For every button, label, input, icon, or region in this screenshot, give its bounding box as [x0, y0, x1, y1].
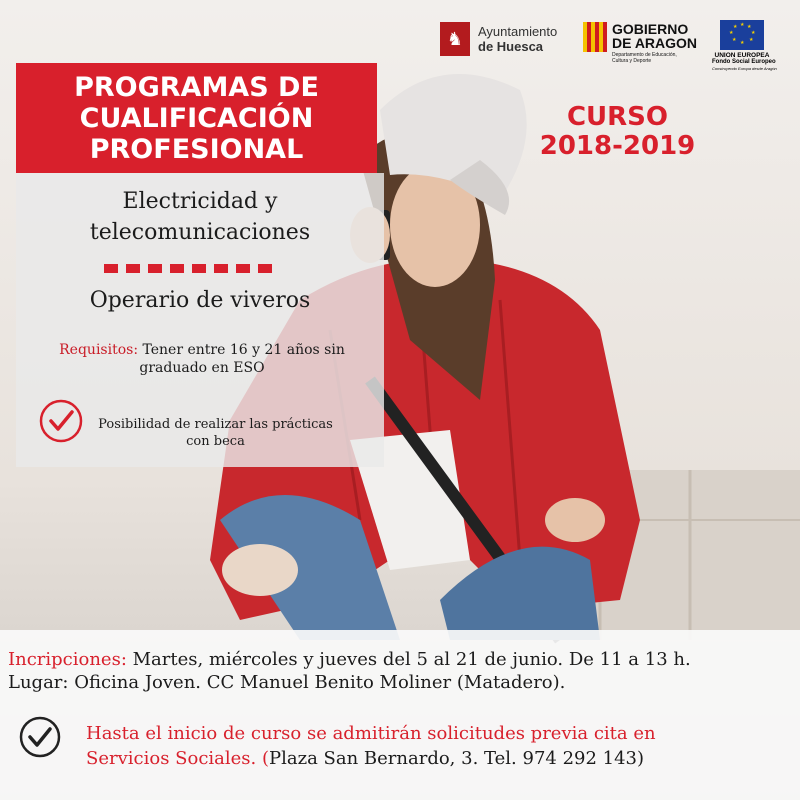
logo-bar [440, 18, 785, 78]
hasta-line2 [86, 746, 656, 771]
course-viveros: Operario de viveros [89, 288, 311, 313]
title-line2: CUALIFICACIÓN [79, 102, 314, 134]
course-year [510, 103, 725, 161]
course-electricidad [16, 186, 384, 248]
aragon-line2: DE ARAGON [612, 35, 698, 51]
hasta-address: Plaza San Bernardo, 3. Tel. 974 292 143) [269, 748, 645, 769]
huesca-logo [440, 22, 557, 56]
huesca-line1: Ayuntamiento [478, 24, 558, 39]
eu-line1: UNION EUROPEA [714, 52, 770, 59]
aragon-logo [583, 22, 697, 64]
dotted-divider [104, 264, 272, 273]
huesca-line2: de Huesca [478, 39, 544, 54]
practicas-text: Posibilidad de realizar las prácticas con beca [98, 417, 333, 449]
curso-line2: 2018-2019 [539, 131, 696, 161]
requirements-label: Requisitos: [59, 342, 139, 358]
program-title-box [16, 63, 377, 173]
title-line1: PROGRAMAS DE [74, 71, 319, 103]
hasta-red: Servicios Sociales. ( [86, 748, 269, 769]
eu-flag-icon: ★ ★ ★ ★ ★ ★ ★ ★ [720, 20, 764, 50]
inscripciones [8, 648, 691, 671]
hasta-line1: Hasta el inicio de curso se admitirán solicitudes previa cita en [86, 723, 656, 744]
courses-panel [16, 173, 384, 467]
course1-line2: telecomunicaciones [89, 220, 311, 245]
eu-logo [712, 20, 777, 71]
eu-line2: Fondo Social Europeo [712, 59, 776, 65]
inscripciones-text: Martes, miércoles y jueves del 5 al 21 de junio. De 11 a 13 h. [132, 649, 691, 670]
solicitudes-note [86, 721, 656, 771]
huesca-emblem-icon: ♞ [440, 22, 470, 56]
lugar-text: Lugar: Oficina Joven. CC Manuel Benito Moliner (Matadero). [8, 672, 566, 693]
check-circle-icon [38, 398, 84, 444]
requirements-text: Tener entre 16 y 21 años sin graduado en ESO [139, 342, 345, 376]
course1-line1: Electricidad y [122, 189, 278, 214]
curso-line1: CURSO [566, 102, 669, 132]
title-line3: PROFESIONAL [89, 133, 304, 165]
requirements [32, 341, 372, 377]
inscripciones-label: Incripciones: [8, 649, 127, 670]
check-circle-icon [18, 715, 62, 759]
eu-line3: Construyendo Europa desde Aragón [712, 66, 777, 71]
aragon-flag-icon [583, 22, 607, 52]
aragon-dept: Departamento de Educación, Cultura y Deporte [612, 52, 677, 64]
aragon-line1: GOBIERNO [612, 21, 689, 37]
